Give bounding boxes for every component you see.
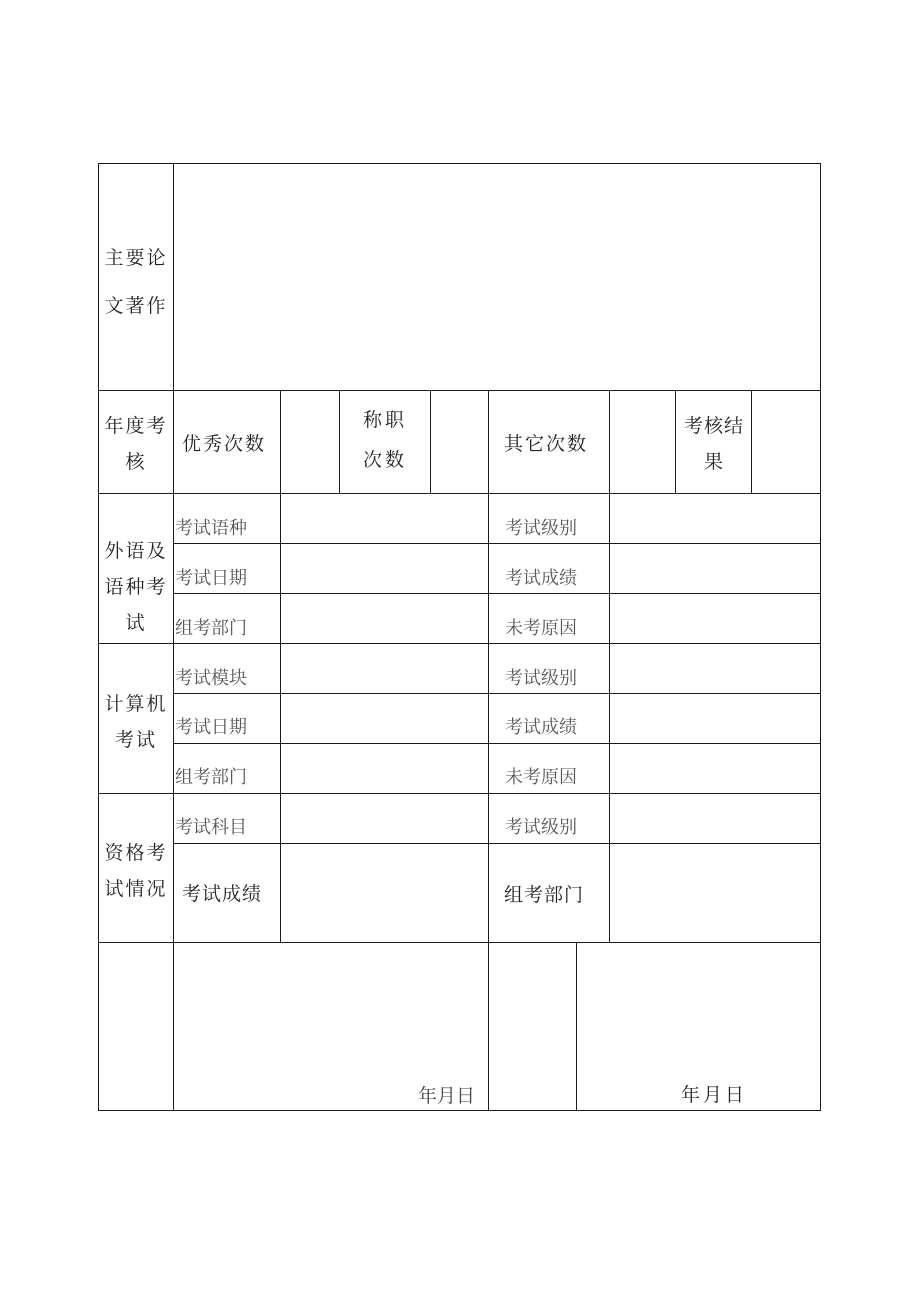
foreign-exam-absence-label: 未考原因	[505, 618, 577, 639]
competent-count-input[interactable]	[431, 391, 488, 493]
computer-exam-org-input[interactable]	[281, 744, 488, 793]
annual-review-label-line1: 年度考	[104, 415, 168, 437]
signature-left-date: 年月日	[418, 1085, 476, 1107]
qualification-subject-label: 考试科目	[175, 817, 247, 838]
qualification-org-input[interactable]	[610, 844, 820, 942]
foreign-language-label	[100, 533, 172, 641]
signature-middle-cell	[489, 943, 576, 1110]
foreign-exam-org-input[interactable]	[281, 594, 488, 643]
signature-label-cell	[99, 943, 173, 1110]
computer-exam-score-label: 考试成绩	[505, 717, 577, 738]
computer-exam-score-input[interactable]	[610, 694, 820, 743]
foreign-exam-org-label: 组考部门	[175, 618, 247, 639]
computer-exam-label	[100, 686, 172, 758]
excellent-count-label: 优秀次数	[182, 433, 267, 455]
foreign-exam-language-label: 考试语种	[175, 518, 247, 539]
review-result-line2: 果	[703, 451, 724, 473]
computer-exam-date-label: 考试日期	[175, 717, 247, 738]
computer-exam-line1: 计算机	[104, 693, 168, 715]
competent-count-label	[340, 402, 430, 478]
qualification-exam-label	[100, 835, 172, 907]
qualification-exam-line2: 试情况	[104, 878, 168, 900]
foreign-exam-score-input[interactable]	[610, 544, 820, 593]
foreign-exam-score-label: 考试成绩	[505, 568, 577, 589]
other-count-input[interactable]	[610, 391, 675, 493]
foreign-exam-level-label: 考试级别	[505, 518, 577, 539]
competent-label-line2: 次数	[362, 449, 407, 471]
foreign-exam-date-label: 考试日期	[175, 568, 247, 589]
computer-exam-org-label: 组考部门	[175, 767, 247, 788]
qualification-exam-line1: 资格考	[104, 842, 168, 864]
qualification-org-label: 组考部门	[504, 884, 585, 906]
computer-exam-absence-label: 未考原因	[505, 767, 577, 788]
signature-right-date: 年月日	[681, 1084, 748, 1106]
computer-exam-level-label: 考试级别	[505, 668, 577, 689]
foreign-exam-date-input[interactable]	[281, 544, 488, 593]
computer-exam-module-label: 考试模块	[175, 668, 247, 689]
review-result-line1: 考核结	[683, 415, 744, 437]
papers-label	[100, 240, 172, 324]
foreign-language-line3: 试	[125, 612, 147, 634]
qualification-level-label: 考试级别	[505, 817, 577, 838]
computer-exam-date-input[interactable]	[281, 694, 488, 743]
foreign-language-line2: 语种考	[104, 576, 168, 598]
competent-label-line1: 称职	[362, 409, 407, 431]
papers-label-line1: 主要论	[104, 247, 168, 269]
column-divider	[675, 390, 676, 494]
papers-label-line2: 文著作	[104, 295, 168, 317]
annual-review-label-line2: 核	[125, 451, 147, 473]
foreign-exam-level-input[interactable]	[610, 494, 820, 543]
table-border-bottom	[98, 1110, 821, 1111]
computer-exam-absence-input[interactable]	[610, 744, 820, 793]
computer-exam-module-input[interactable]	[281, 644, 488, 693]
excellent-count-input[interactable]	[281, 391, 339, 493]
foreign-exam-language-input[interactable]	[281, 494, 488, 543]
computer-exam-level-input[interactable]	[610, 644, 820, 693]
qualification-score-label: 考试成绩	[182, 883, 263, 905]
foreign-exam-absence-input[interactable]	[610, 594, 820, 643]
qualification-level-input[interactable]	[610, 794, 820, 843]
foreign-language-line1: 外语及	[104, 540, 168, 562]
qualification-subject-input[interactable]	[281, 794, 488, 843]
other-count-label: 其它次数	[504, 433, 589, 455]
computer-exam-line2: 考试	[114, 729, 157, 751]
papers-input-area[interactable]	[174, 164, 820, 390]
qualification-score-input[interactable]	[281, 844, 488, 942]
annual-review-label	[100, 408, 172, 480]
table-border-right	[820, 163, 821, 1111]
review-result-input[interactable]	[752, 391, 820, 493]
review-result-label	[677, 408, 751, 480]
